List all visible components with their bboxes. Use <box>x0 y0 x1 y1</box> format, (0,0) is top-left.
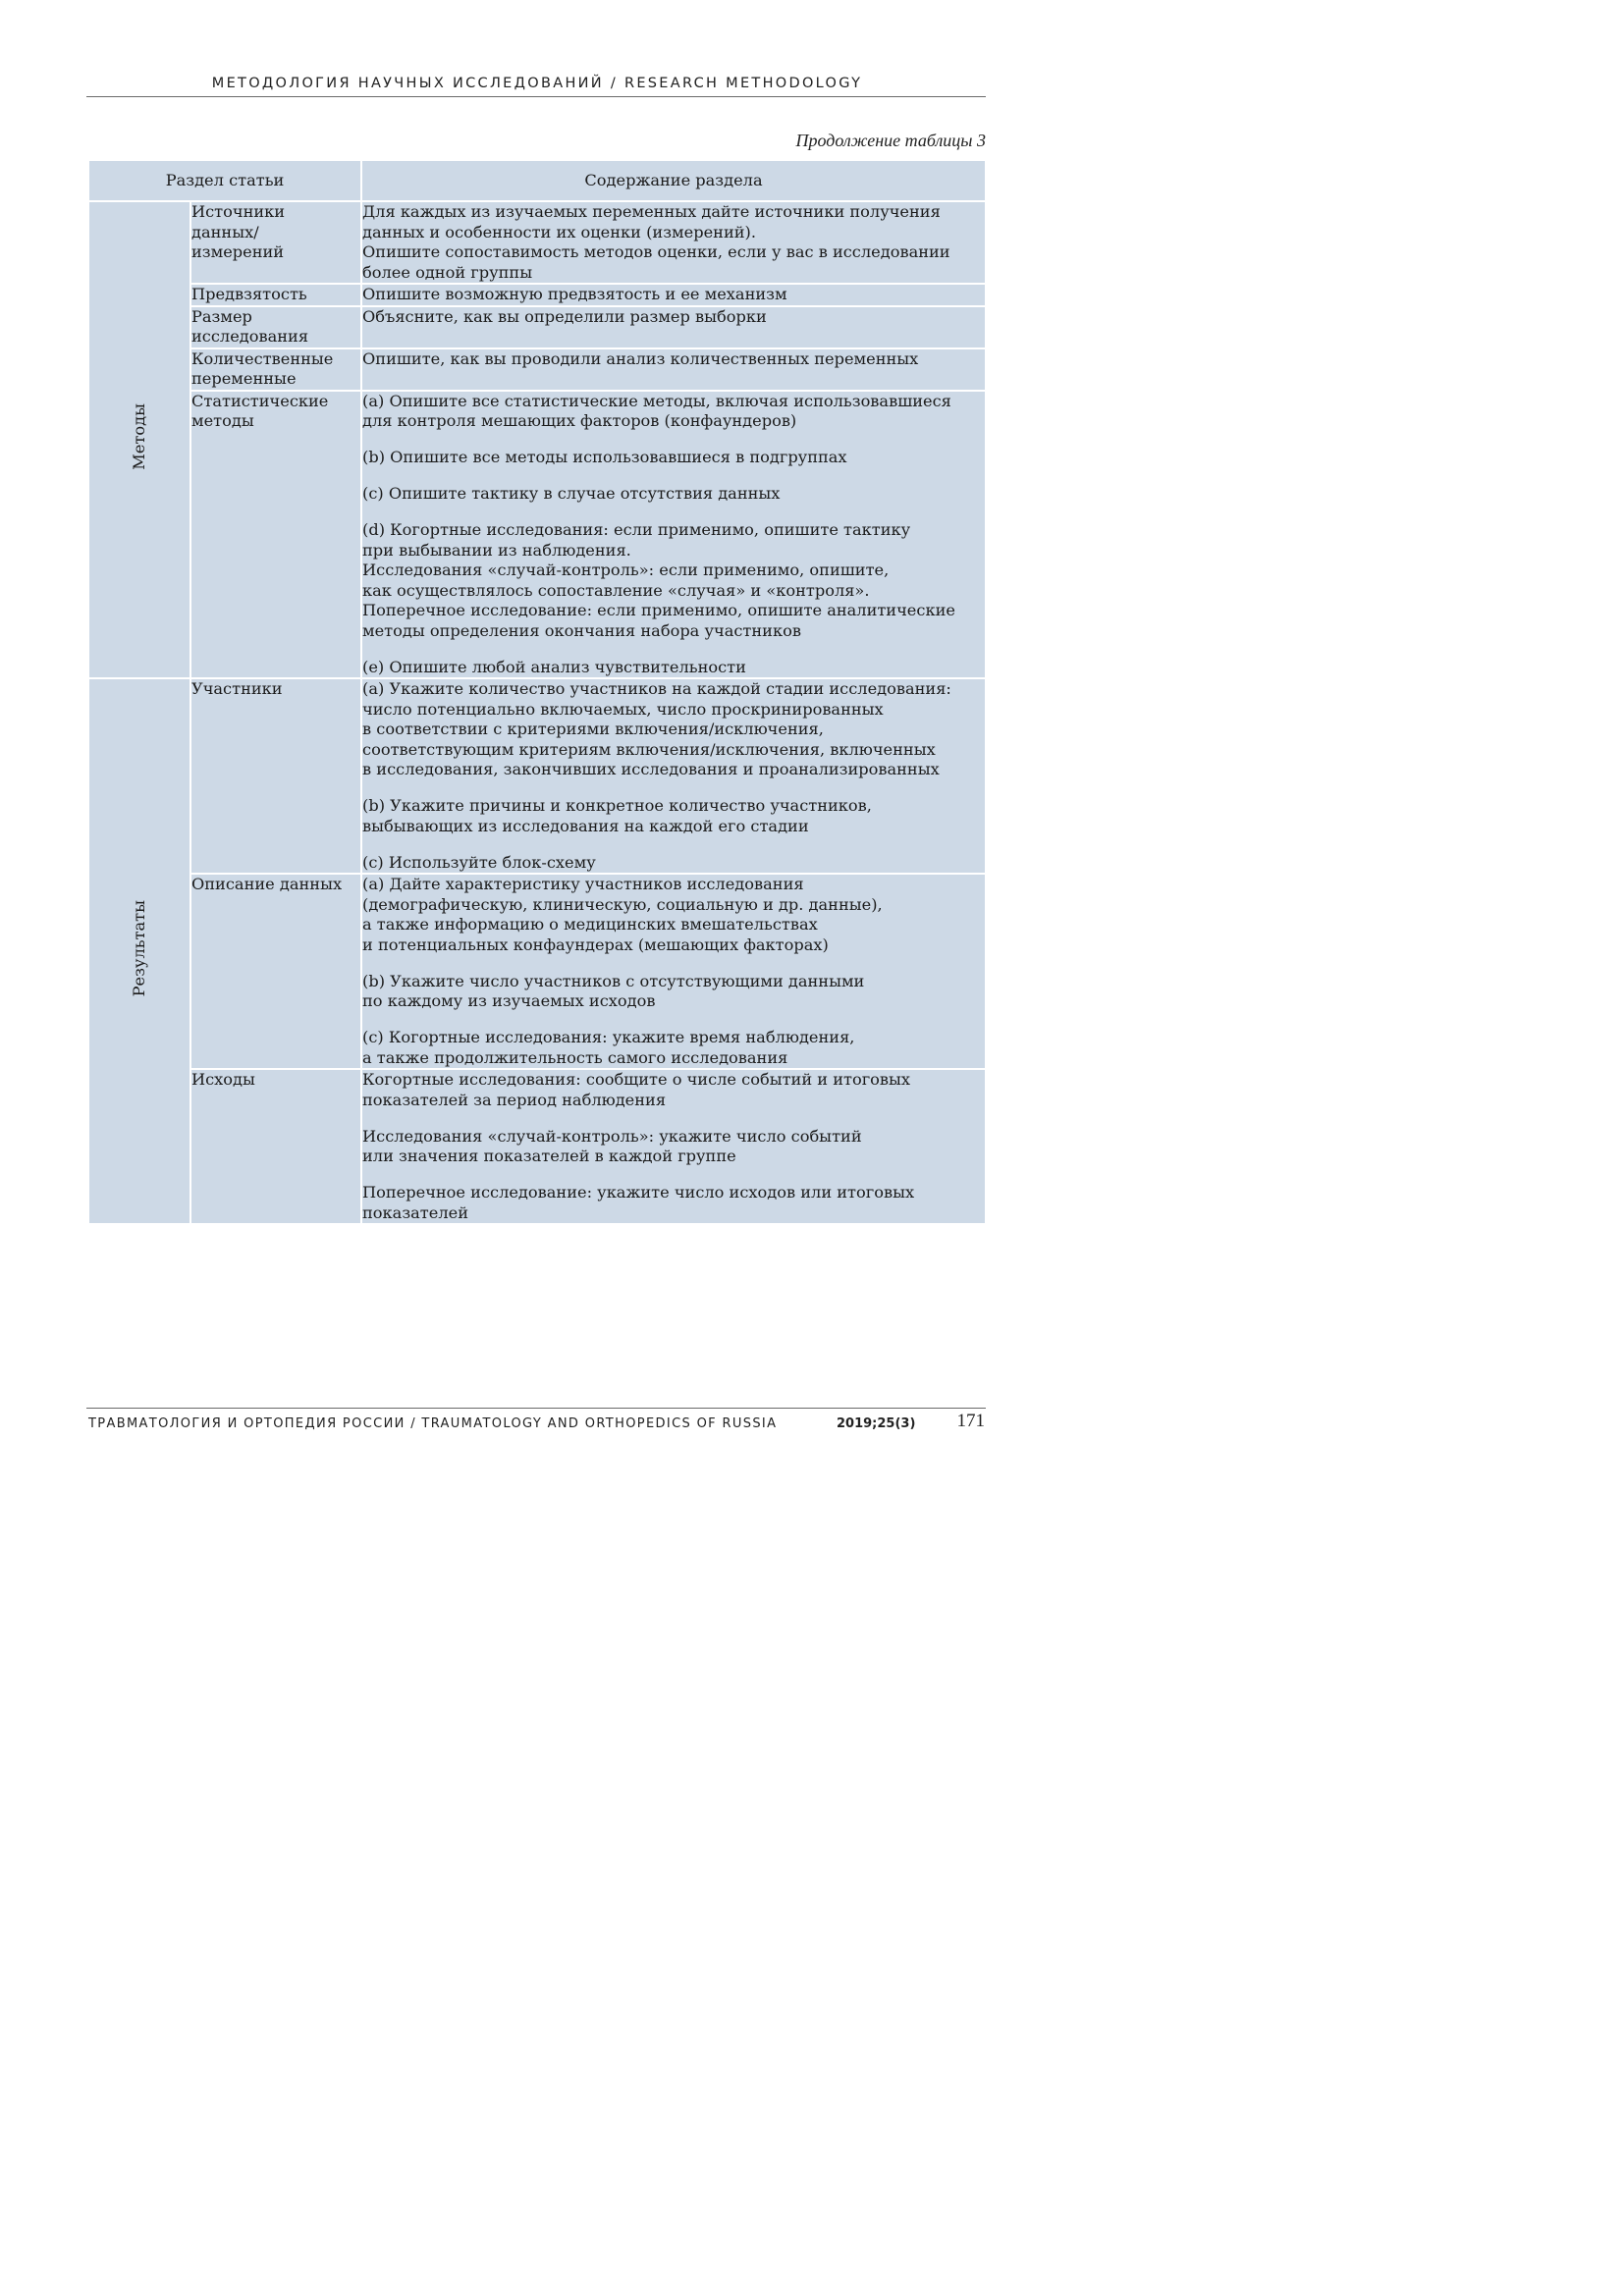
subsection-cell <box>190 306 361 348</box>
content-paragraph: (b) Укажите число участников с отсутствующими данными по каждому из изучаемых исходов <box>362 971 865 1010</box>
column-header-section: Раздел статьи <box>88 160 361 201</box>
content-paragraph: Опишите возможную предвзятость и ее механизм <box>362 285 787 303</box>
table-header-row <box>88 160 986 201</box>
content-cell <box>361 1069 986 1224</box>
content-cell <box>361 348 986 391</box>
subsection-cell <box>190 284 361 306</box>
footer-divider <box>86 1408 986 1409</box>
table-row <box>88 201 986 284</box>
subsection-cell <box>190 874 361 1069</box>
running-head-title: МЕТОДОЛОГИЯ НАУЧНЫХ ИССЛЕДОВАНИЙ / RESEARCH METHODOLOGY <box>211 76 863 91</box>
footer-issue: 2019;25(3) <box>837 1416 916 1431</box>
section-group-label: Результаты <box>129 900 148 997</box>
content-paragraph: Поперечное исследование: укажите число исходов или итоговых показателей <box>362 1183 915 1222</box>
table-row <box>88 284 986 306</box>
content-cell <box>361 874 986 1069</box>
table-continuation-caption: Продолжение таблицы 3 <box>795 131 986 150</box>
subsection-label: Источники данных/ измерений <box>191 202 286 261</box>
table-row <box>88 678 986 874</box>
content-paragraph: Опишите, как вы проводили анализ количественных переменных <box>362 348 919 368</box>
content-paragraph: Для каждых из изучаемых переменных дайте источники получения данных и особенности их оценки (измерений). Опишите сопоставимость методов оценки, если у вас в исследовании более одной группы <box>362 202 950 282</box>
content-paragraph: (c) Опишите тактику в случае отсутствия данных <box>362 484 781 503</box>
content-cell <box>361 201 986 284</box>
content-cell <box>361 391 986 679</box>
content-paragraph: (a) Опишите все статистические методы, включая использовавшиеся для контроля мешающих факторов (конфаундеров) <box>362 391 951 430</box>
content-cell <box>361 306 986 348</box>
subsection-label: Размер исследования <box>191 306 309 346</box>
subsection-label: Исходы <box>191 1070 255 1089</box>
content-cell <box>361 678 986 874</box>
section-group-cell <box>88 201 190 678</box>
table-row <box>88 348 986 391</box>
subsection-label: Участники <box>191 679 283 698</box>
section-group-cell <box>88 678 190 1224</box>
content-paragraph: (a) Укажите количество участников на каждой стадии исследования: число потенциально включаемых, число проскринированных в соответствии с критериями включения/исключения, соответствующим критериям включения/исключения, включенных в исследования, закончивших исследования и проанализированных <box>362 679 951 778</box>
subsection-cell <box>190 678 361 874</box>
reporting-checklist-table <box>87 159 987 1225</box>
content-paragraph: (c) Когортные исследования: укажите время наблюдения, а также продолжительность самого исследования <box>362 1028 855 1067</box>
subsection-cell <box>190 1069 361 1224</box>
content-paragraph: (a) Дайте характеристику участников исследования (демографическую, клиническую, социальную и др. данные), а также информацию о медицинских вмешательствах и потенциальных конфаундерах (мешающих факторах) <box>362 875 883 954</box>
subsection-label: Статистические методы <box>191 391 329 430</box>
content-paragraph: (c) Используйте блок-схему <box>362 852 596 872</box>
column-header-content: Содержание раздела <box>361 160 986 201</box>
content-paragraph: (d) Когортные исследования: если применимо, опишите тактику при выбывании из наблюдения. Исследования «случай-контроль»: если применимо, опишите, как осуществлялось сопоставление «случая» и «контроля». Поперечное исследование: если применимо, опишите аналитические методы определения окончания набора участников <box>362 520 955 640</box>
content-paragraph: (b) Опишите все методы использовавшиеся в подгруппах <box>362 448 847 466</box>
content-paragraph: Исследования «случай-контроль»: укажите число событий или значения показателей в каждой группе <box>362 1126 862 1165</box>
content-paragraph: Когортные исследования: сообщите о числе событий и итоговых показателей за период наблюдения <box>362 1070 911 1109</box>
subsection-label: Описание данных <box>191 875 343 893</box>
footer-journal-title: ТРАВМАТОЛОГИЯ И ОРТОПЕДИЯ РОССИИ / TRAUMATOLOGY AND ORTHOPEDICS OF RUSSIA <box>88 1416 778 1431</box>
subsection-label: Количественные переменные <box>191 348 334 388</box>
subsection-label: Предвзятость <box>191 285 307 303</box>
table-row <box>88 306 986 348</box>
table-body <box>88 201 986 1224</box>
table-row <box>88 391 986 679</box>
content-cell <box>361 284 986 306</box>
content-paragraph: Объясните, как вы определили размер выборки <box>362 306 767 326</box>
page-number: 171 <box>956 1411 985 1431</box>
content-paragraph: (b) Укажите причины и конкретное количество участников, выбывающих из исследования на каждой его стадии <box>362 796 872 835</box>
subsection-cell <box>190 348 361 391</box>
header-divider <box>86 96 986 97</box>
table-row <box>88 874 986 1069</box>
content-paragraph: (e) Опишите любой анализ чувствительности <box>362 657 746 676</box>
subsection-cell <box>190 391 361 679</box>
section-group-label: Методы <box>129 403 148 471</box>
subsection-cell <box>190 201 361 284</box>
table-row <box>88 1069 986 1224</box>
